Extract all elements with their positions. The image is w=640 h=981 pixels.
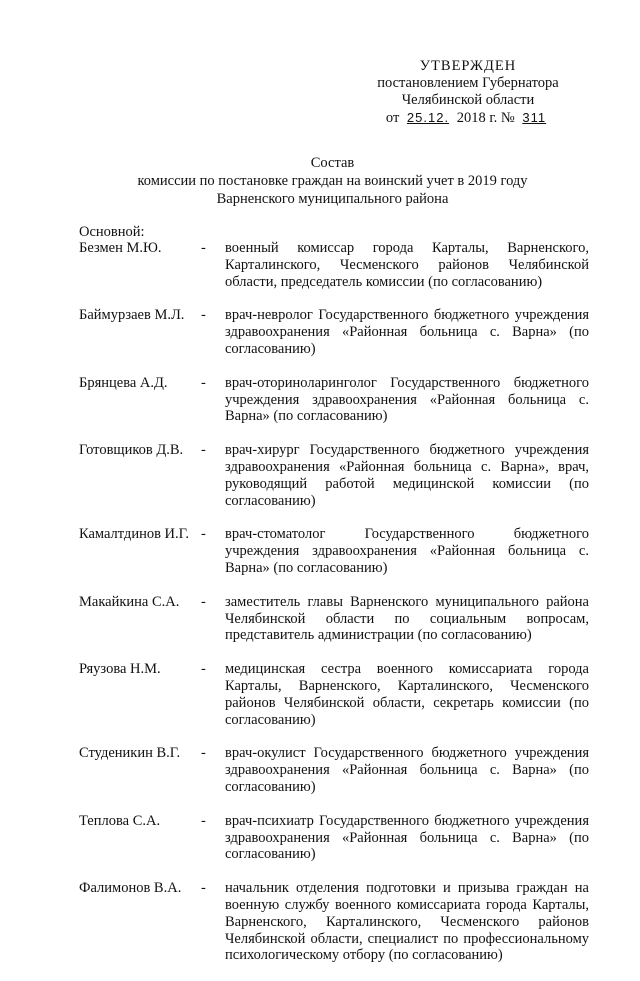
member-row	[79, 745, 589, 795]
member-row	[79, 526, 589, 576]
approval-line-1: постановлением Губернатора	[377, 75, 559, 91]
date-prefix: от	[385, 110, 400, 126]
member-row	[79, 307, 589, 357]
member-row	[79, 813, 589, 863]
title-line-2: комиссии по постановке граждан на воинский учет в 2019 году	[137, 173, 528, 189]
handwritten-number: 311	[522, 110, 547, 125]
approval-line-2: Челябинской области	[401, 92, 535, 108]
member-name: Макайкина С.А.	[79, 593, 180, 610]
member-name: Ряузова Н.М.	[79, 661, 161, 678]
section-label: Основной:	[79, 224, 145, 240]
member-name: Камалтдинов И.Г.	[79, 526, 190, 543]
year-text: 2018 г. №	[456, 110, 515, 126]
member-row	[79, 594, 589, 644]
member-row	[79, 661, 589, 728]
member-dash: -	[201, 661, 206, 678]
title-line-3: Варненского муниципального района	[216, 191, 449, 207]
approval-block	[368, 58, 568, 127]
member-dash: -	[201, 442, 206, 459]
member-role: врач-оториноларинголог Государственного бюджетного учреждения здравоохранения «Районная больница с. Варна» (по согласованию)	[225, 374, 589, 425]
member-name: Студеникин В.Г.	[79, 745, 181, 762]
member-role: начальник отделения подготовки и призыва граждан на военную службу военного комиссариата города Карталы, Варненского, Карталинского, Чесменского районов Челябинской области, специалист по профессиональному психологическому отбору (по согласованию)	[225, 880, 589, 964]
title-line-1: Состав	[310, 155, 355, 171]
document-title	[0, 154, 640, 208]
approval-heading: УТВЕРЖДЕН	[419, 58, 517, 74]
member-dash: -	[201, 745, 206, 762]
member-name: Фалимонов В.А.	[79, 880, 182, 897]
member-dash: -	[201, 374, 206, 391]
member-dash: -	[201, 240, 206, 256]
member-role: врач-психиатр Государственного бюджетного учреждения здравоохранения «Районная больница с. Варна» (по согласованию)	[225, 812, 589, 863]
member-dash: -	[201, 880, 206, 897]
member-dash: -	[201, 812, 206, 829]
member-name: Безмен М.Ю.	[79, 240, 162, 256]
member-dash: -	[201, 307, 206, 324]
member-role: заместитель главы Варненского муниципального района Челябинской области по социальным вопросам, представитель администрации (по согласованию)	[225, 593, 589, 644]
member-name: Брянцева А.Д.	[79, 374, 168, 391]
member-row	[79, 442, 589, 509]
handwritten-date: 25.12.	[406, 110, 450, 125]
member-row	[79, 240, 589, 290]
member-dash: -	[201, 526, 206, 543]
member-name: Готовщиков Д.В.	[79, 442, 184, 459]
member-role: врач-стоматолог Государственного бюджетного учреждения здравоохранения «Районная больница с. Варна» (по согласованию)	[225, 526, 589, 576]
member-row	[79, 880, 589, 964]
members-list	[79, 240, 589, 981]
member-name: Баймурзаев М.Л.	[79, 307, 185, 324]
member-dash: -	[201, 593, 206, 610]
member-role: военный комиссар города Карталы, Варненского, Карталинского, Чесменского районов Челябинской области, председатель комиссии (по согласованию)	[225, 240, 589, 290]
member-role: медицинская сестра военного комиссариата города Карталы, Варненского, Карталинского, Чесменского районов Челябинской области, секретарь комиссии (по согласованию)	[225, 661, 589, 728]
member-name: Теплова С.А.	[79, 812, 161, 829]
member-role: врач-невролог Государственного бюджетного учреждения здравоохранения «Районная больница с. Варна» (по согласованию)	[225, 307, 589, 357]
member-row	[79, 375, 589, 425]
member-role: врач-окулист Государственного бюджетного учреждения здравоохранения «Районная больница с. Варна» (по согласованию)	[225, 745, 589, 795]
member-role: врач-хирург Государственного бюджетного учреждения здравоохранения «Районная больница с. Варна», врач, руководящий работой медицинской комиссии (по согласованию)	[225, 442, 589, 509]
approval-date-line	[368, 109, 568, 127]
